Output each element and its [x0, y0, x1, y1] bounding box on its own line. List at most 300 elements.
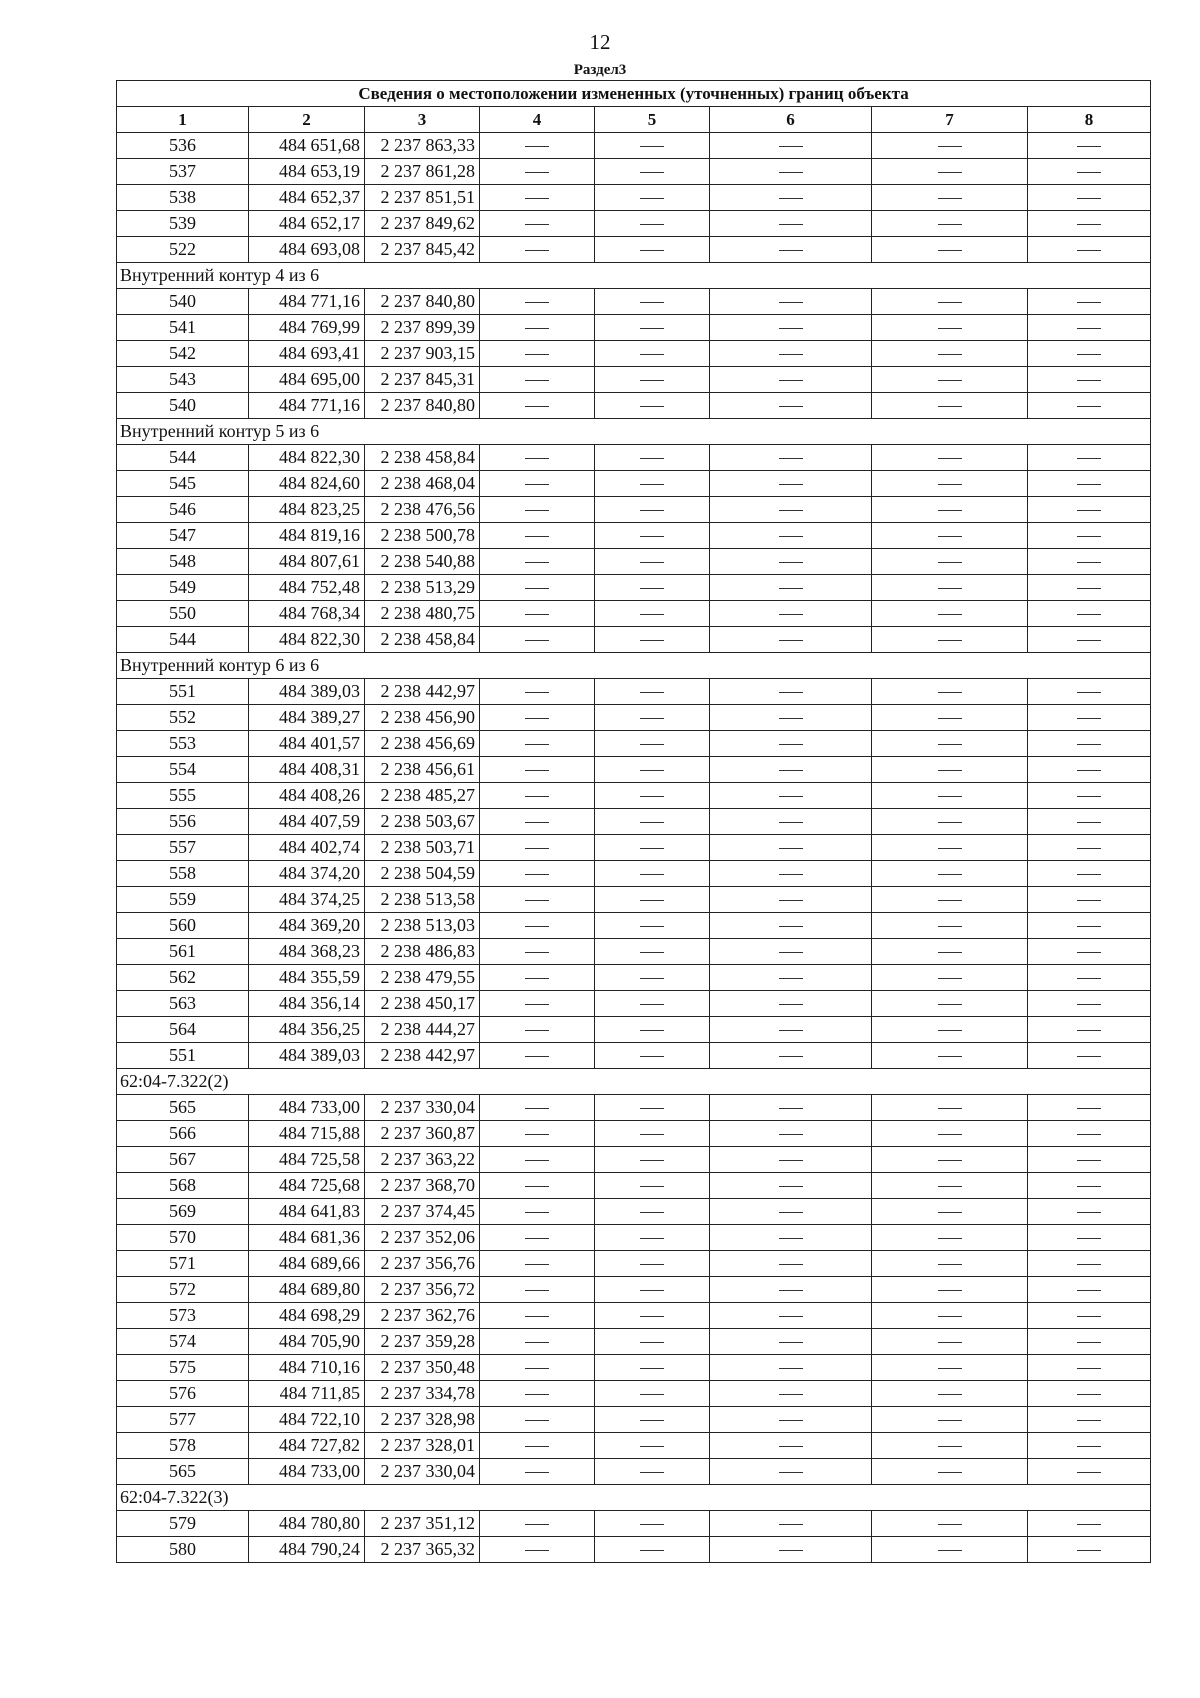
- empty-cell: [1028, 809, 1151, 835]
- empty-cell: [595, 913, 710, 939]
- empty-cell: [1028, 1459, 1151, 1485]
- table-row: [117, 1095, 1151, 1121]
- empty-cell: [872, 1173, 1028, 1199]
- dash-mark: [779, 1524, 803, 1525]
- empty-cell: [480, 1251, 595, 1277]
- empty-cell: [595, 1017, 710, 1043]
- empty-cell: [872, 1407, 1028, 1433]
- dash-mark: [525, 1368, 549, 1369]
- table-row: [117, 731, 1151, 757]
- empty-cell: [595, 445, 710, 471]
- empty-cell: [595, 393, 710, 419]
- dash-mark: [1077, 796, 1101, 797]
- empty-cell: [872, 627, 1028, 653]
- dash-mark: [525, 354, 549, 355]
- empty-cell: [710, 133, 872, 159]
- empty-cell: [595, 1459, 710, 1485]
- empty-cell: [480, 1173, 595, 1199]
- dash-mark: [1077, 1524, 1101, 1525]
- dash-mark: [640, 874, 664, 875]
- dash-mark: [779, 952, 803, 953]
- dash-mark: [525, 1290, 549, 1291]
- y-coordinate-cell: 2 238 540,88: [365, 549, 480, 575]
- dash-mark: [938, 1342, 962, 1343]
- table-row: [117, 1407, 1151, 1433]
- table-row: [117, 289, 1151, 315]
- dash-mark: [1077, 458, 1101, 459]
- point-number-cell: 551: [117, 679, 249, 705]
- empty-cell: [595, 601, 710, 627]
- x-coordinate-cell: 484 389,03: [249, 1043, 365, 1069]
- empty-cell: [1028, 575, 1151, 601]
- dash-mark: [779, 1342, 803, 1343]
- empty-cell: [480, 965, 595, 991]
- empty-cell: [595, 939, 710, 965]
- empty-cell: [1028, 289, 1151, 315]
- empty-cell: [1028, 1043, 1151, 1069]
- dash-mark: [640, 1030, 664, 1031]
- empty-cell: [872, 367, 1028, 393]
- empty-cell: [872, 1225, 1028, 1251]
- y-coordinate-cell: 2 238 468,04: [365, 471, 480, 497]
- empty-cell: [872, 315, 1028, 341]
- empty-cell: [872, 1121, 1028, 1147]
- dash-mark: [640, 1472, 664, 1473]
- y-coordinate-cell: 2 237 330,04: [365, 1095, 480, 1121]
- empty-cell: [710, 1537, 872, 1563]
- dash-mark: [779, 1108, 803, 1109]
- dash-mark: [640, 692, 664, 693]
- group-label: 62:04-7.322(3): [117, 1485, 1151, 1511]
- column-header: 1: [117, 107, 249, 133]
- point-number-cell: 541: [117, 315, 249, 341]
- empty-cell: [710, 445, 872, 471]
- dash-mark: [640, 1264, 664, 1265]
- dash-mark: [938, 796, 962, 797]
- dash-mark: [1077, 614, 1101, 615]
- dash-mark: [525, 1446, 549, 1447]
- empty-cell: [480, 1277, 595, 1303]
- dash-mark: [525, 1108, 549, 1109]
- dash-mark: [938, 1004, 962, 1005]
- dash-mark: [640, 1056, 664, 1057]
- dash-mark: [525, 1524, 549, 1525]
- empty-cell: [480, 1433, 595, 1459]
- dash-mark: [779, 1420, 803, 1421]
- empty-cell: [480, 1043, 595, 1069]
- empty-cell: [1028, 783, 1151, 809]
- x-coordinate-cell: 484 681,36: [249, 1225, 365, 1251]
- empty-cell: [595, 1199, 710, 1225]
- x-coordinate-cell: 484 693,41: [249, 341, 365, 367]
- empty-cell: [480, 991, 595, 1017]
- empty-cell: [595, 1303, 710, 1329]
- empty-cell: [1028, 1329, 1151, 1355]
- dash-mark: [640, 1108, 664, 1109]
- dash-mark: [938, 848, 962, 849]
- group-label: Внутренний контур 4 из 6: [117, 263, 1151, 289]
- dash-mark: [1077, 1160, 1101, 1161]
- table-body: [117, 133, 1151, 1563]
- y-coordinate-cell: 2 238 458,84: [365, 445, 480, 471]
- point-number-cell: 539: [117, 211, 249, 237]
- empty-cell: [872, 1147, 1028, 1173]
- empty-cell: [1028, 679, 1151, 705]
- dash-mark: [779, 484, 803, 485]
- y-coordinate-cell: 2 237 362,76: [365, 1303, 480, 1329]
- table-row: [117, 211, 1151, 237]
- empty-cell: [1028, 1199, 1151, 1225]
- dash-mark: [779, 354, 803, 355]
- empty-cell: [480, 393, 595, 419]
- x-coordinate-cell: 484 407,59: [249, 809, 365, 835]
- dash-mark: [1077, 1342, 1101, 1343]
- point-number-cell: 546: [117, 497, 249, 523]
- point-number-cell: 545: [117, 471, 249, 497]
- dash-mark: [525, 172, 549, 173]
- x-coordinate-cell: 484 408,31: [249, 757, 365, 783]
- empty-cell: [480, 445, 595, 471]
- dash-mark: [1077, 1186, 1101, 1187]
- table-row: [117, 1017, 1151, 1043]
- dash-mark: [1077, 1108, 1101, 1109]
- y-coordinate-cell: 2 237 330,04: [365, 1459, 480, 1485]
- group-label: Внутренний контур 5 из 6: [117, 419, 1151, 445]
- column-header: 5: [595, 107, 710, 133]
- dash-mark: [640, 536, 664, 537]
- empty-cell: [872, 1355, 1028, 1381]
- empty-cell: [1028, 835, 1151, 861]
- dash-mark: [779, 926, 803, 927]
- empty-cell: [872, 887, 1028, 913]
- empty-cell: [480, 939, 595, 965]
- dash-mark: [779, 1446, 803, 1447]
- empty-cell: [872, 185, 1028, 211]
- empty-cell: [480, 159, 595, 185]
- table-row: [117, 1303, 1151, 1329]
- empty-cell: [595, 1381, 710, 1407]
- dash-mark: [779, 146, 803, 147]
- dash-mark: [1077, 510, 1101, 511]
- empty-cell: [1028, 237, 1151, 263]
- dash-mark: [525, 718, 549, 719]
- empty-cell: [710, 1199, 872, 1225]
- dash-mark: [525, 614, 549, 615]
- empty-cell: [595, 1121, 710, 1147]
- empty-cell: [872, 861, 1028, 887]
- x-coordinate-cell: 484 769,99: [249, 315, 365, 341]
- point-number-cell: 562: [117, 965, 249, 991]
- dash-mark: [640, 1524, 664, 1525]
- dash-mark: [938, 1524, 962, 1525]
- dash-mark: [640, 484, 664, 485]
- empty-cell: [1028, 341, 1151, 367]
- empty-cell: [480, 367, 595, 393]
- dash-mark: [1077, 588, 1101, 589]
- dash-mark: [640, 588, 664, 589]
- empty-cell: [595, 289, 710, 315]
- table-row: [117, 601, 1151, 627]
- dash-mark: [1077, 640, 1101, 641]
- table-row: [117, 679, 1151, 705]
- group-row: [117, 263, 1151, 289]
- dash-mark: [525, 900, 549, 901]
- dash-mark: [779, 562, 803, 563]
- empty-cell: [710, 1095, 872, 1121]
- point-number-cell: 568: [117, 1173, 249, 1199]
- table-row: [117, 1433, 1151, 1459]
- dash-mark: [525, 198, 549, 199]
- dash-mark: [1077, 1446, 1101, 1447]
- empty-cell: [480, 523, 595, 549]
- table-caption-row: [117, 81, 1151, 107]
- empty-cell: [1028, 1407, 1151, 1433]
- x-coordinate-cell: 484 641,83: [249, 1199, 365, 1225]
- table-row: [117, 497, 1151, 523]
- y-coordinate-cell: 2 237 359,28: [365, 1329, 480, 1355]
- empty-cell: [710, 731, 872, 757]
- empty-cell: [1028, 523, 1151, 549]
- dash-mark: [525, 874, 549, 875]
- x-coordinate-cell: 484 733,00: [249, 1459, 365, 1485]
- dash-mark: [525, 510, 549, 511]
- y-coordinate-cell: 2 237 849,62: [365, 211, 480, 237]
- empty-cell: [595, 1173, 710, 1199]
- empty-cell: [872, 497, 1028, 523]
- point-number-cell: 540: [117, 393, 249, 419]
- y-coordinate-cell: 2 237 368,70: [365, 1173, 480, 1199]
- empty-cell: [710, 1355, 872, 1381]
- empty-cell: [1028, 1225, 1151, 1251]
- dash-mark: [938, 380, 962, 381]
- table-caption: Сведения о местоположении измененных (уточненных) границ объекта: [117, 81, 1151, 107]
- empty-cell: [1028, 913, 1151, 939]
- empty-cell: [872, 601, 1028, 627]
- empty-cell: [595, 1277, 710, 1303]
- dash-mark: [640, 718, 664, 719]
- point-number-cell: 561: [117, 939, 249, 965]
- dash-mark: [1077, 328, 1101, 329]
- dash-mark: [938, 926, 962, 927]
- dash-mark: [525, 328, 549, 329]
- empty-cell: [872, 1043, 1028, 1069]
- empty-cell: [595, 1225, 710, 1251]
- point-number-cell: 564: [117, 1017, 249, 1043]
- empty-cell: [1028, 1121, 1151, 1147]
- table-row: [117, 237, 1151, 263]
- empty-cell: [480, 237, 595, 263]
- empty-cell: [595, 731, 710, 757]
- dash-mark: [525, 1264, 549, 1265]
- dash-mark: [779, 1134, 803, 1135]
- x-coordinate-cell: 484 822,30: [249, 627, 365, 653]
- table-row: [117, 783, 1151, 809]
- dash-mark: [640, 1238, 664, 1239]
- empty-cell: [872, 1381, 1028, 1407]
- table-row: [117, 133, 1151, 159]
- empty-cell: [595, 679, 710, 705]
- point-number-cell: 547: [117, 523, 249, 549]
- point-number-cell: 537: [117, 159, 249, 185]
- dash-mark: [1077, 198, 1101, 199]
- dash-mark: [525, 146, 549, 147]
- dash-mark: [1077, 536, 1101, 537]
- empty-cell: [1028, 497, 1151, 523]
- empty-cell: [872, 1329, 1028, 1355]
- empty-cell: [1028, 705, 1151, 731]
- empty-cell: [480, 1199, 595, 1225]
- empty-cell: [480, 1329, 595, 1355]
- table-row: [117, 1329, 1151, 1355]
- dash-mark: [525, 380, 549, 381]
- empty-cell: [872, 133, 1028, 159]
- dash-mark: [525, 224, 549, 225]
- empty-cell: [480, 731, 595, 757]
- empty-cell: [872, 965, 1028, 991]
- dash-mark: [779, 198, 803, 199]
- table-row: [117, 1355, 1151, 1381]
- table-row: [117, 575, 1151, 601]
- empty-cell: [595, 757, 710, 783]
- empty-cell: [1028, 861, 1151, 887]
- dash-mark: [525, 1160, 549, 1161]
- column-header: 3: [365, 107, 480, 133]
- y-coordinate-cell: 2 238 456,61: [365, 757, 480, 783]
- group-row: [117, 1069, 1151, 1095]
- dash-mark: [525, 1420, 549, 1421]
- dash-mark: [640, 380, 664, 381]
- dash-mark: [525, 692, 549, 693]
- x-coordinate-cell: 484 402,74: [249, 835, 365, 861]
- y-coordinate-cell: 2 238 476,56: [365, 497, 480, 523]
- dash-mark: [1077, 1316, 1101, 1317]
- empty-cell: [710, 1303, 872, 1329]
- x-coordinate-cell: 484 652,37: [249, 185, 365, 211]
- point-number-cell: 567: [117, 1147, 249, 1173]
- point-number-cell: 570: [117, 1225, 249, 1251]
- dash-mark: [525, 562, 549, 563]
- empty-cell: [595, 965, 710, 991]
- empty-cell: [595, 159, 710, 185]
- x-coordinate-cell: 484 695,00: [249, 367, 365, 393]
- empty-cell: [710, 211, 872, 237]
- empty-cell: [710, 1043, 872, 1069]
- empty-cell: [710, 1251, 872, 1277]
- dash-mark: [525, 952, 549, 953]
- y-coordinate-cell: 2 238 456,69: [365, 731, 480, 757]
- empty-cell: [710, 1407, 872, 1433]
- empty-cell: [595, 549, 710, 575]
- dash-mark: [779, 224, 803, 225]
- empty-cell: [710, 861, 872, 887]
- dash-mark: [779, 1212, 803, 1213]
- y-coordinate-cell: 2 237 903,15: [365, 341, 480, 367]
- dash-mark: [1077, 1212, 1101, 1213]
- point-number-cell: 571: [117, 1251, 249, 1277]
- dash-mark: [938, 250, 962, 251]
- empty-cell: [710, 1433, 872, 1459]
- x-coordinate-cell: 484 824,60: [249, 471, 365, 497]
- empty-cell: [872, 289, 1028, 315]
- column-header: 2: [249, 107, 365, 133]
- dash-mark: [525, 1316, 549, 1317]
- empty-cell: [480, 627, 595, 653]
- empty-cell: [595, 185, 710, 211]
- x-coordinate-cell: 484 689,66: [249, 1251, 365, 1277]
- table-row: [117, 1511, 1151, 1537]
- point-number-cell: 538: [117, 185, 249, 211]
- dash-mark: [640, 1004, 664, 1005]
- table-row: [117, 185, 1151, 211]
- y-coordinate-cell: 2 238 503,71: [365, 835, 480, 861]
- empty-cell: [595, 705, 710, 731]
- y-coordinate-cell: 2 237 356,76: [365, 1251, 480, 1277]
- empty-cell: [872, 471, 1028, 497]
- x-coordinate-cell: 484 356,25: [249, 1017, 365, 1043]
- dash-mark: [525, 1550, 549, 1551]
- y-coordinate-cell: 2 237 365,32: [365, 1537, 480, 1563]
- dash-mark: [779, 1550, 803, 1551]
- dash-mark: [779, 380, 803, 381]
- x-coordinate-cell: 484 752,48: [249, 575, 365, 601]
- point-number-cell: 560: [117, 913, 249, 939]
- dash-mark: [525, 926, 549, 927]
- x-coordinate-cell: 484 715,88: [249, 1121, 365, 1147]
- dash-mark: [640, 822, 664, 823]
- y-coordinate-cell: 2 237 334,78: [365, 1381, 480, 1407]
- dash-mark: [1077, 1420, 1101, 1421]
- dash-mark: [640, 926, 664, 927]
- empty-cell: [595, 1251, 710, 1277]
- x-coordinate-cell: 484 768,34: [249, 601, 365, 627]
- y-coordinate-cell: 2 238 513,29: [365, 575, 480, 601]
- empty-cell: [872, 159, 1028, 185]
- empty-cell: [595, 783, 710, 809]
- empty-cell: [1028, 1381, 1151, 1407]
- empty-cell: [1028, 1511, 1151, 1537]
- empty-cell: [1028, 731, 1151, 757]
- dash-mark: [938, 1134, 962, 1135]
- y-coordinate-cell: 2 237 360,87: [365, 1121, 480, 1147]
- empty-cell: [1028, 1277, 1151, 1303]
- dash-mark: [779, 1056, 803, 1057]
- dash-mark: [779, 1316, 803, 1317]
- dash-mark: [640, 562, 664, 563]
- dash-mark: [525, 1394, 549, 1395]
- empty-cell: [710, 1329, 872, 1355]
- dash-mark: [779, 536, 803, 537]
- y-coordinate-cell: 2 238 442,97: [365, 1043, 480, 1069]
- empty-cell: [1028, 1147, 1151, 1173]
- empty-cell: [710, 1017, 872, 1043]
- y-coordinate-cell: 2 238 513,58: [365, 887, 480, 913]
- x-coordinate-cell: 484 771,16: [249, 393, 365, 419]
- dash-mark: [1077, 224, 1101, 225]
- dash-mark: [1077, 900, 1101, 901]
- dash-mark: [938, 1212, 962, 1213]
- point-number-cell: 553: [117, 731, 249, 757]
- dash-mark: [938, 952, 962, 953]
- empty-cell: [595, 1095, 710, 1121]
- dash-mark: [640, 510, 664, 511]
- point-number-cell: 565: [117, 1459, 249, 1485]
- empty-cell: [710, 471, 872, 497]
- dash-mark: [1077, 406, 1101, 407]
- empty-cell: [595, 367, 710, 393]
- y-coordinate-cell: 2 237 356,72: [365, 1277, 480, 1303]
- point-number-cell: 550: [117, 601, 249, 627]
- empty-cell: [595, 1511, 710, 1537]
